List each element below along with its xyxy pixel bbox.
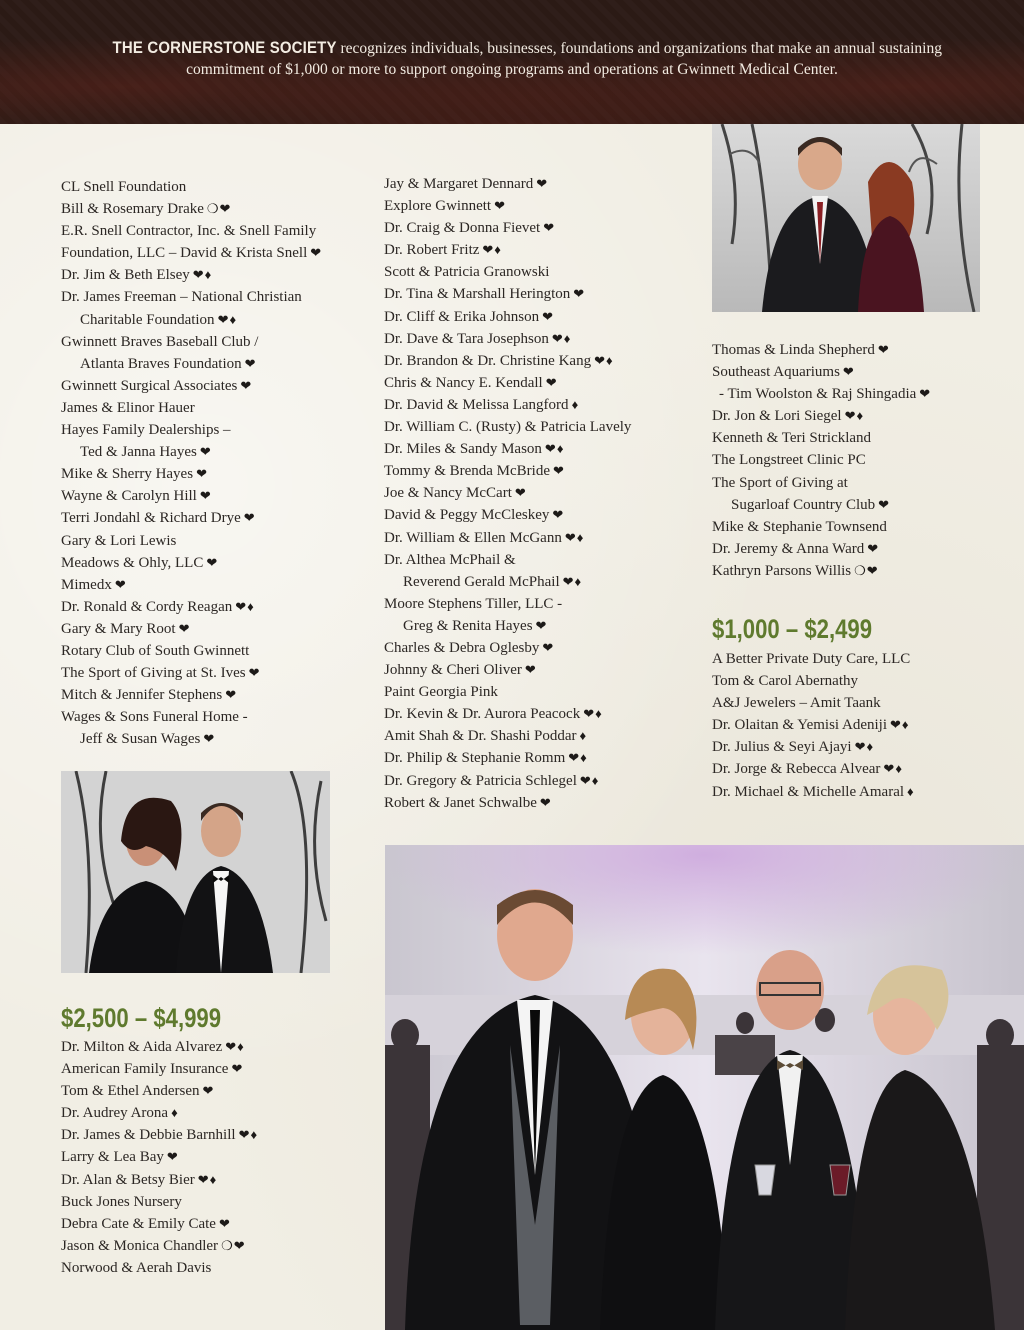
donor-name: Dr. Kevin & Dr. Aurora Peacock	[384, 706, 581, 723]
donor-name: Rotary Club of South Gwinnett	[61, 642, 250, 659]
recognition-symbols-icon: ❤	[225, 687, 238, 703]
donor-name: Dr. David & Melissa Langford	[384, 396, 569, 413]
donor-list-item	[384, 571, 631, 593]
header-banner	[0, 0, 1024, 124]
donor-list-item	[712, 494, 931, 516]
donor-name: Dr. Alan & Betsy Bier	[61, 1171, 195, 1188]
donor-name: Dr. Dave & Tara Josephson	[384, 330, 549, 347]
donor-name: Southeast Aquariums	[712, 364, 840, 381]
recognition-symbols-icon: ❤	[196, 466, 208, 482]
recognition-symbols-icon: ❤♦	[890, 717, 910, 733]
donor-list-item	[384, 460, 631, 482]
donor-list-item	[384, 593, 631, 615]
donor-name: Mike & Sherry Hayes	[61, 466, 194, 483]
donor-name: Wages & Sons Funeral Home -	[61, 709, 248, 726]
donor-name: Paint Georgia Pink	[384, 684, 498, 701]
donor-list-item	[712, 472, 931, 494]
donor-list-item	[384, 747, 631, 769]
donor-name: Dr. Althea McPhail &	[384, 551, 516, 568]
donor-name: Kenneth & Teri Strickland	[712, 430, 872, 447]
donor-list-item	[61, 596, 322, 618]
donor-name: Dr. Cliff & Erika Johnson	[384, 308, 540, 325]
intro-text	[60, 37, 964, 80]
donor-name: Dr. Robert Fritz	[384, 242, 480, 259]
donor-name: CL Snell Foundation	[61, 179, 187, 195]
photo-group-gala	[385, 845, 1024, 1330]
donor-list-item	[712, 361, 931, 383]
donor-list-item	[61, 684, 322, 706]
donor-name: Dr. William C. (Rusty) & Patricia Lavely	[384, 419, 632, 436]
donor-list-col3	[712, 339, 931, 582]
donor-name: Dr. William & Ellen McGann	[384, 529, 562, 546]
donor-list-item	[61, 198, 322, 220]
donor-name: Debra Cate & Emily Cate	[61, 1215, 216, 1232]
donor-name: Dr. Jon & Lori Siegel	[712, 408, 842, 425]
donor-list-item	[384, 394, 631, 416]
donor-list-item	[384, 615, 631, 637]
donor-list-item	[384, 372, 631, 394]
recognition-symbols-icon: ❤♦	[579, 772, 600, 788]
recognition-symbols-icon: ❤♦	[854, 739, 875, 755]
donor-name: Dr. Craig & Donna Fievet	[384, 220, 541, 237]
intro-description: recognizes individuals, businesses, foundations and organizations that make an annual sustaining commitment of $1,000 or more to support ongoing programs and operations at Gwinnett Medical Center.	[186, 40, 942, 78]
donor-list-item	[61, 1169, 258, 1191]
donor-name: Dr. Julius & Seyi Ajayi	[712, 739, 852, 756]
recognition-symbols-icon: ♦	[571, 396, 580, 412]
donor-list-item	[384, 283, 631, 305]
donor-name: Tom & Carol Abernathy	[712, 673, 859, 690]
donor-list-item	[712, 560, 931, 582]
donor-list-item	[384, 306, 631, 328]
photo-couple-shepherd	[712, 124, 980, 312]
donor-list-item	[61, 507, 322, 529]
donor-name: Gwinnett Braves Baseball Club /	[61, 333, 259, 350]
donor-list-item	[384, 792, 631, 814]
donor-list-item	[61, 1146, 258, 1168]
donor-name: Terri Jondahl & Richard Drye	[61, 510, 241, 527]
recognition-symbols-icon: ❤♦	[583, 706, 603, 722]
donor-name: Dr. Philip & Stephanie Romm	[384, 750, 566, 767]
recognition-symbols-icon: ❤	[244, 355, 257, 371]
donor-list-item	[61, 331, 322, 353]
donor-list-item	[61, 286, 322, 308]
donor-list-item	[61, 728, 322, 750]
donor-name: Norwood & Aerah Davis	[61, 1259, 212, 1276]
donor-name: Hayes Family Dealerships –	[61, 422, 231, 439]
donor-name: David & Peggy McCleskey	[384, 507, 550, 524]
donor-list-col2	[384, 173, 631, 814]
donor-list-item	[384, 504, 631, 526]
donor-name: Atlanta Braves Foundation	[80, 355, 242, 372]
donor-list-item	[712, 648, 915, 670]
donor-name: Jeff & Susan Wages	[80, 731, 201, 748]
donor-list-item	[712, 758, 915, 780]
donor-list-item	[61, 353, 322, 375]
recognition-symbols-icon: ❤	[552, 507, 565, 523]
donor-name: The Sport of Giving at St. Ives	[61, 665, 246, 682]
donor-list-item	[61, 574, 322, 596]
recognition-symbols-icon: ❤	[310, 245, 323, 261]
donor-list-item	[61, 530, 322, 552]
donor-list-item	[384, 438, 631, 460]
recognition-symbols-icon: ❤	[877, 342, 890, 357]
donor-name: Dr. Gregory & Patricia Schlegel	[384, 772, 577, 789]
donor-list-item	[61, 419, 322, 441]
donor-name: Mitch & Jennifer Stephens	[61, 687, 223, 704]
donor-name: Dr. Audrey Arona	[61, 1105, 169, 1122]
donor-name: American Family Insurance	[61, 1061, 229, 1078]
donor-list-item	[61, 1124, 258, 1146]
donor-name: - Tim Woolston & Raj Shingadia	[719, 386, 917, 403]
donor-name: A Better Private Duty Care, LLC	[712, 651, 911, 667]
recognition-symbols-icon: ❤	[535, 617, 548, 633]
donor-list-item	[61, 397, 322, 419]
recognition-symbols-icon: ❤♦	[551, 330, 572, 346]
donor-list-item	[384, 482, 631, 504]
donor-name: Scott & Patricia Granowski	[384, 264, 550, 281]
donor-list-item	[384, 659, 631, 681]
recognition-symbols-icon: ❤♦	[564, 529, 585, 545]
recognition-symbols-icon: ♦	[579, 728, 588, 744]
donor-list-item	[61, 264, 322, 286]
donor-list-item	[384, 416, 631, 438]
donor-name: Dr. Jim & Beth Elsey	[61, 267, 190, 284]
donor-name: Sugarloaf Country Club	[731, 496, 876, 513]
recognition-symbols-icon: ❤	[240, 377, 253, 393]
donor-list-item	[61, 1235, 258, 1257]
donor-name: Explore Gwinnett	[384, 198, 492, 215]
donor-list-item	[384, 328, 631, 350]
recognition-symbols-icon: ♦	[171, 1105, 179, 1121]
donor-list-item	[61, 309, 322, 331]
donor-list-item	[61, 552, 322, 574]
recognition-symbols-icon: ❤	[553, 463, 565, 479]
donor-name: Tommy & Brenda McBride	[384, 463, 551, 480]
donor-list-item	[61, 485, 322, 507]
donor-name: Gary & Lori Lewis	[61, 532, 177, 549]
donor-list-item	[712, 383, 931, 405]
donor-name: Chris & Nancy E. Kendall	[384, 374, 543, 391]
donor-list-item	[61, 242, 322, 264]
recognition-symbols-icon: ❤	[114, 576, 127, 592]
donor-name: Gary & Mary Root	[61, 620, 176, 637]
recognition-symbols-icon: ❍❤	[221, 1237, 246, 1253]
donor-name: Wayne & Carolyn Hill	[61, 488, 197, 505]
donor-name: The Longstreet Clinic PC	[712, 452, 866, 469]
donor-name: Dr. James & Debbie Barnhill	[61, 1127, 236, 1144]
donor-name: Dr. Milton & Aida Alvarez	[61, 1039, 223, 1055]
recognition-symbols-icon: ❤	[524, 662, 537, 678]
donor-list-item	[384, 217, 631, 239]
donor-name: Bill & Rosemary Drake	[61, 201, 204, 218]
donor-name: The Sport of Giving at	[712, 474, 848, 491]
tier-heading-1000: $1,000 – $2,499	[712, 614, 873, 644]
donor-list-item	[712, 516, 931, 538]
donor-name: E.R. Snell Contractor, Inc. & Snell Family	[61, 223, 317, 240]
recognition-symbols-icon: ❤	[867, 540, 880, 556]
donor-list-item	[384, 725, 631, 747]
donor-list-item	[384, 239, 631, 261]
recognition-symbols-icon: ❤	[514, 485, 527, 501]
recognition-symbols-icon: ❤	[248, 665, 261, 681]
donor-list-item	[384, 637, 631, 659]
donor-name: Ted & Janna Hayes	[80, 444, 197, 461]
recognition-symbols-icon: ❤	[545, 374, 558, 390]
donor-name: Kathryn Parsons Willis	[712, 562, 852, 579]
donor-list-item	[712, 714, 915, 736]
recognition-symbols-icon: ❤	[494, 198, 506, 214]
donor-list-item	[712, 427, 931, 449]
recognition-symbols-icon: ❤	[573, 286, 586, 302]
donor-list-item	[384, 681, 631, 703]
recognition-symbols-icon: ❤	[166, 1149, 179, 1165]
donor-name: Dr. Olaitan & Yemisi Adeniji	[712, 717, 888, 734]
donor-list-item	[384, 173, 631, 195]
recognition-symbols-icon: ❤♦	[568, 750, 588, 766]
donor-list-item	[384, 261, 631, 283]
donor-name: Jay & Margaret Dennard	[384, 176, 534, 192]
donor-list-item	[712, 736, 915, 758]
donor-list-item	[61, 220, 322, 242]
recognition-symbols-icon: ❤	[842, 364, 855, 380]
recognition-symbols-icon: ❤	[542, 639, 555, 655]
donor-name: Joe & Nancy McCart	[384, 485, 512, 502]
donor-name: Buck Jones Nursery	[61, 1193, 182, 1210]
donor-name: Reverend Gerald McPhail	[403, 573, 560, 590]
recognition-symbols-icon: ❤	[542, 308, 555, 324]
donor-list-item	[61, 640, 322, 662]
donor-list-item	[712, 670, 915, 692]
recognition-symbols-icon: ❤	[178, 620, 191, 636]
donor-list-item	[712, 692, 915, 714]
recognition-symbols-icon: ❤♦	[482, 242, 502, 258]
donor-name: Greg & Renita Hayes	[403, 617, 533, 634]
donor-name: Dr. Jorge & Rebecca Alvear	[712, 761, 881, 778]
recognition-symbols-icon: ♦	[907, 783, 915, 799]
recognition-symbols-icon: ❤♦	[544, 441, 565, 457]
donor-list-item	[712, 405, 931, 427]
recognition-symbols-icon: ❤♦	[225, 1039, 245, 1054]
recognition-symbols-icon: ❤	[199, 488, 212, 504]
donor-name: Dr. Jeremy & Anna Ward	[712, 540, 865, 557]
recognition-symbols-icon: ❍❤	[854, 562, 879, 578]
donor-list-item	[61, 1257, 258, 1279]
recognition-symbols-icon: ❤♦	[844, 408, 865, 424]
recognition-symbols-icon: ❤♦	[217, 311, 238, 327]
donor-name: Larry & Lea Bay	[61, 1149, 164, 1166]
donor-list-item	[61, 1036, 258, 1058]
donor-list-item	[61, 1213, 258, 1235]
donor-list-item	[61, 1191, 258, 1213]
donor-list-col1	[61, 176, 322, 750]
recognition-symbols-icon: ❤♦	[192, 267, 213, 283]
donor-list-item	[384, 350, 631, 372]
donor-list-item	[61, 662, 322, 684]
donor-list-item	[61, 441, 322, 463]
donor-name: Charitable Foundation	[80, 311, 215, 328]
donor-name: Charles & Debra Oglesby	[384, 639, 540, 656]
donor-name: Dr. Brandon & Dr. Christine Kang	[384, 352, 592, 369]
donor-list-item	[61, 1102, 258, 1124]
donor-list-item	[61, 176, 322, 198]
donor-list-item	[384, 549, 631, 571]
donor-list-item	[384, 770, 631, 792]
recognition-symbols-icon: ❤	[199, 444, 212, 460]
recognition-symbols-icon: ❤	[536, 176, 549, 191]
recognition-symbols-icon: ❤♦	[197, 1171, 218, 1187]
donor-list-item	[61, 1058, 258, 1080]
donor-name: Thomas & Linda Shepherd	[712, 342, 875, 358]
recognition-symbols-icon: ❤♦	[562, 573, 583, 589]
donor-list-tier-1000	[712, 648, 915, 803]
donor-list-item	[61, 706, 322, 728]
donor-list-item	[712, 538, 931, 560]
recognition-symbols-icon: ❤	[243, 510, 256, 526]
recognition-symbols-icon: ❤	[203, 731, 216, 747]
recognition-symbols-icon: ❤	[919, 386, 932, 402]
donor-list-item	[61, 375, 322, 397]
recognition-symbols-icon: ❍❤	[206, 201, 232, 217]
donor-list-item	[712, 449, 931, 471]
donor-name: Mimedx	[61, 576, 112, 593]
recognition-symbols-icon: ❤	[218, 1215, 231, 1231]
donor-name: Robert & Janet Schwalbe	[384, 794, 537, 811]
recognition-symbols-icon: ❤	[202, 1083, 215, 1099]
recognition-symbols-icon: ❤	[878, 496, 891, 512]
recognition-symbols-icon: ❤	[206, 554, 219, 570]
donor-list-item	[61, 463, 322, 485]
donor-list-item	[712, 781, 915, 803]
donor-list-tier-2500	[61, 1036, 258, 1279]
recognition-symbols-icon: ❤♦	[235, 598, 255, 614]
recognition-symbols-icon: ❤	[231, 1061, 244, 1077]
donor-list-item	[384, 527, 631, 549]
recognition-symbols-icon: ❤	[539, 794, 552, 810]
donor-name: Tom & Ethel Andersen	[61, 1083, 200, 1100]
donor-list-item	[712, 339, 931, 361]
donor-name: Meadows & Ohly, LLC	[61, 554, 204, 571]
donor-name: A&J Jewelers – Amit Taank	[712, 695, 881, 712]
recognition-symbols-icon: ❤♦	[238, 1127, 259, 1143]
donor-name: Jason & Monica Chandler	[61, 1237, 219, 1254]
donor-name: Dr. Ronald & Cordy Reagan	[61, 598, 233, 615]
donor-name: Foundation, LLC – David & Krista Snell	[61, 245, 308, 262]
recognition-symbols-icon: ❤♦	[594, 352, 614, 368]
donor-list-item	[61, 1080, 258, 1102]
society-name: THE CORNERSTONE SOCIETY	[112, 38, 337, 57]
donor-name: Amit Shah & Dr. Shashi Poddar	[384, 728, 577, 745]
donor-name: Dr. Tina & Marshall Herington	[384, 286, 571, 303]
donor-name: Moore Stephens Tiller, LLC -	[384, 595, 563, 612]
donor-name: James & Elinor Hauer	[61, 399, 195, 416]
donor-name: Gwinnett Surgical Associates	[61, 377, 238, 394]
photo-couple-alvarez	[61, 771, 330, 973]
tier-heading-2500: $2,500 – $4,999	[61, 1003, 222, 1033]
donor-list-item	[384, 703, 631, 725]
recognition-symbols-icon: ❤	[543, 220, 556, 236]
recognition-symbols-icon: ❤♦	[883, 761, 903, 777]
donor-name: Mike & Stephanie Townsend	[712, 518, 887, 535]
donor-list-item	[384, 195, 631, 217]
donor-name: Dr. Miles & Sandy Mason	[384, 441, 542, 458]
donor-name: Dr. James Freeman – National Christian	[61, 289, 302, 306]
donor-name: Dr. Michael & Michelle Amaral	[712, 783, 905, 800]
donor-list-item	[61, 618, 322, 640]
donor-name: Johnny & Cheri Oliver	[384, 662, 522, 679]
